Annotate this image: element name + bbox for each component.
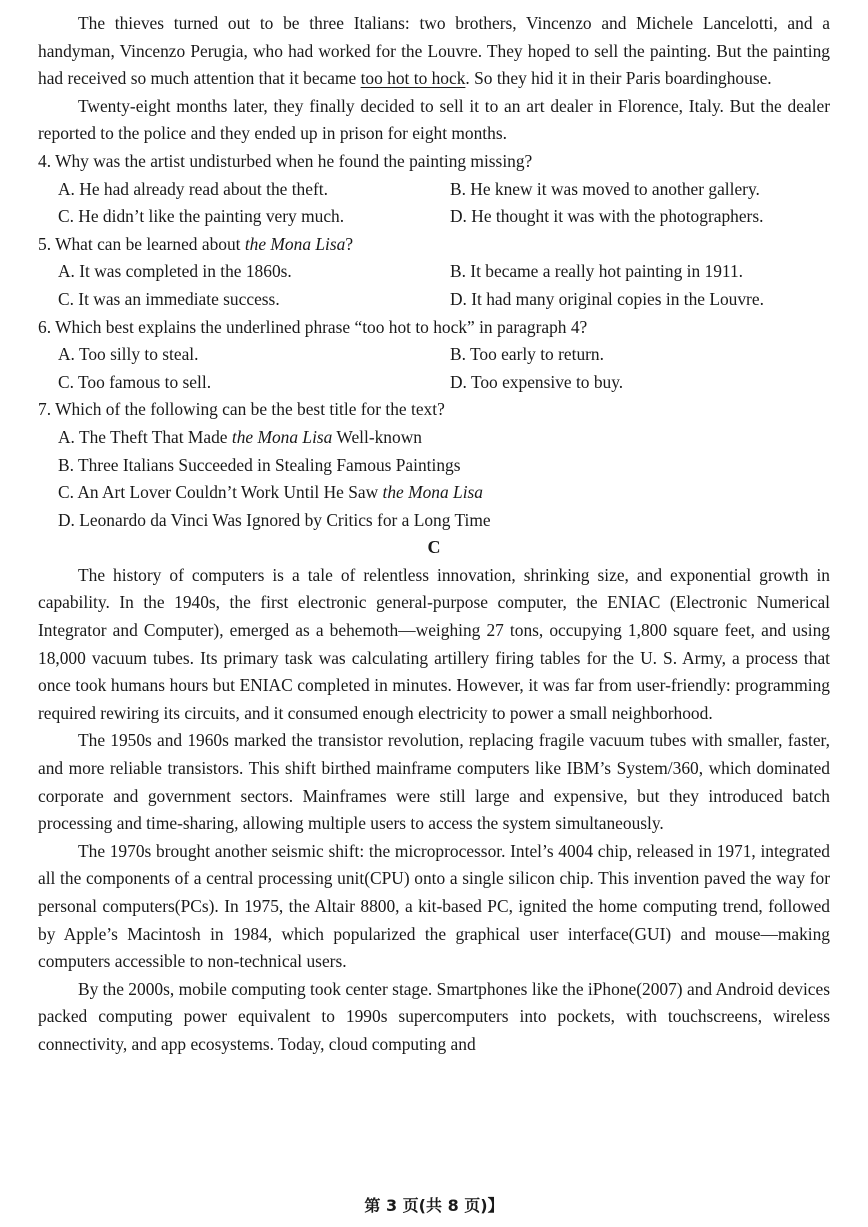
question-6-option-c[interactable]: C. Too famous to sell. bbox=[58, 371, 212, 392]
page-footer: 第 3 页(共 8 页)】 bbox=[364, 1196, 504, 1215]
question-5-option-b[interactable]: B. It became a really hot painting in 1911. bbox=[450, 261, 743, 282]
question-6-stem: 6. Which best explains the underlined phrase “too hot to hock” in paragraph 4? bbox=[38, 316, 588, 337]
question-7-option-c-prefix: C. An Art Lover Couldn’t Work Until He Saw bbox=[58, 482, 379, 503]
question-6-option-d[interactable]: D. Too expensive to buy. bbox=[450, 371, 624, 392]
question-7 bbox=[38, 396, 830, 534]
question-5-option-a[interactable]: A. It was completed in the 1860s. bbox=[58, 261, 292, 282]
underlined-phrase: too hot to hock bbox=[360, 68, 466, 89]
question-7-option-a-suffix: Well-known bbox=[336, 426, 422, 447]
question-7-options bbox=[38, 424, 830, 534]
question-5-option-d[interactable]: D. It had many original copies in the Louvre. bbox=[450, 288, 764, 309]
question-5-stem-suffix: ? bbox=[345, 233, 354, 254]
question-6 bbox=[38, 314, 830, 397]
question-7-option-c-italic: the Mona Lisa bbox=[382, 482, 483, 503]
passage-b-p3-end: . So they hid it in their Paris boardinghouse. bbox=[465, 68, 772, 89]
passage-b-paragraph-3 bbox=[38, 10, 830, 93]
passage-b-paragraph-4: Twenty-eight months later, they finally decided to sell it to an art dealer in Florence, Italy. But the dealer reported to the police and they ended up in prison for eight months. bbox=[38, 95, 830, 144]
section-c-label: C bbox=[427, 537, 441, 558]
question-5-option-c[interactable]: C. It was an immediate success. bbox=[58, 288, 280, 309]
section-c-paragraph-4: By the 2000s, mobile computing took center stage. Smartphones like the iPhone(2007) and Android devices packed computing power equivalent to 1990s supercomputers into pockets, with touchscreens, wireless connectivity, and app ecosystems. Today, cloud computing and bbox=[38, 978, 830, 1054]
question-4-option-a[interactable]: A. He had already read about the theft. bbox=[58, 178, 328, 199]
question-5-stem bbox=[38, 231, 830, 259]
question-4-stem: 4. Why was the artist undisturbed when he found the painting missing? bbox=[38, 150, 533, 171]
question-7-option-a-italic: the Mona Lisa bbox=[231, 426, 333, 447]
question-5-stem-italic: the Mona Lisa bbox=[244, 233, 346, 254]
section-c-paragraph-1: The history of computers is a tale of relentless innovation, shrinking size, and exponential growth in capability. In the 1940s, the first electronic general-purpose computer, the ENIAC (Electronic Numerical Integrator and Computer), emerged as a behemoth—weighing 27 tons, occupying 1,800 square feet, and using 18,000 vacuum tubes. Its primary task was calculating artillery firing tables for the U. S. Army, a process that once took humans hours but ENIAC completed in minutes. However, it was far from user-friendly: programming required rewiring its circuits, and it consumed enough electricity to power a small neighborhood. bbox=[38, 564, 830, 723]
question-4 bbox=[38, 148, 830, 231]
question-4-options bbox=[38, 176, 830, 231]
question-5-options bbox=[38, 258, 830, 313]
question-4-option-b[interactable]: B. He knew it was moved to another gallery. bbox=[450, 178, 760, 199]
section-c-paragraph-3: The 1970s brought another seismic shift: the microprocessor. Intel’s 4004 chip, released in 1971, integrated all the components of a central processing unit(CPU) onto a single silicon chip. This invention paved the way for personal computers(PCs). In 1975, the Altair 8800, a kit-based PC, ignited the home computing trend, followed by Apple’s Macintosh in 1984, which popularized the graphical user interface(GUI) and mouse—making computers accessible to non-technical users. bbox=[38, 840, 830, 972]
question-6-options bbox=[38, 341, 830, 396]
question-6-option-b[interactable]: B. Too early to return. bbox=[450, 344, 604, 365]
question-7-option-d[interactable]: D. Leonardo da Vinci Was Ignored by Critics for a Long Time bbox=[58, 509, 491, 530]
question-7-option-a-prefix: A. The Theft That Made bbox=[58, 426, 228, 447]
question-4-option-c[interactable]: C. He didn’t like the painting very much. bbox=[58, 206, 345, 227]
passage-b-p3-text: The thieves turned out to be three Italians: two brothers, Vincenzo and Michele Lancelotti, and a handyman, Vincenzo Perugia, who had worked for the Louvre. They hoped to sell the painting. But the painting had received so much attention that it became bbox=[38, 13, 830, 89]
question-7-option-c[interactable] bbox=[58, 479, 830, 507]
question-5 bbox=[38, 231, 830, 314]
question-7-stem: 7. Which of the following can be the best title for the text? bbox=[38, 399, 445, 420]
question-6-option-a[interactable]: A. Too silly to steal. bbox=[58, 344, 199, 365]
section-c-paragraph-2: The 1950s and 1960s marked the transistor revolution, replacing fragile vacuum tubes with smaller, faster, and more reliable transistors. This shift birthed mainframe computers like IBM’s System/360, which dominated corporate and government sectors. Mainframes were still large and expensive, but they introduced batch processing and time-sharing, allowing multiple users to access the system simultaneously. bbox=[38, 730, 830, 834]
question-4-option-d[interactable]: D. He thought it was with the photographers. bbox=[450, 206, 764, 227]
question-7-option-b[interactable]: B. Three Italians Succeeded in Stealing Famous Paintings bbox=[58, 454, 461, 475]
question-5-stem-prefix: 5. What can be learned about bbox=[38, 233, 241, 254]
question-7-option-a[interactable] bbox=[58, 424, 830, 452]
